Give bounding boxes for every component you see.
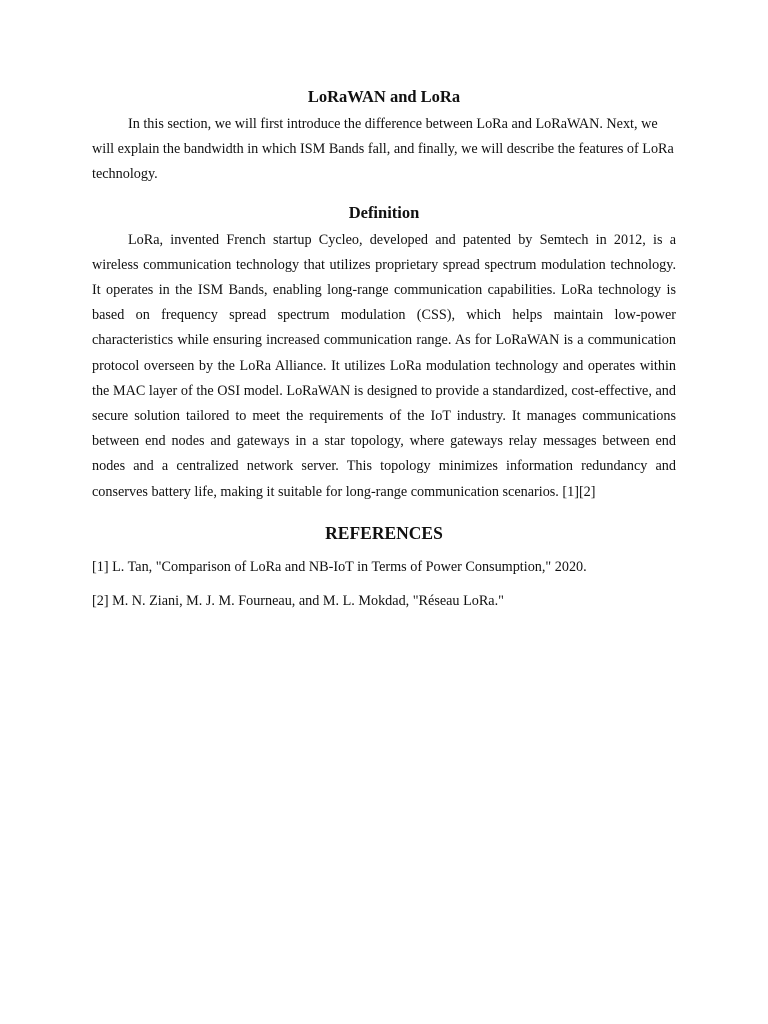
definition-paragraph: LoRa, invented French startup Cycleo, developed and patented by Semtech in 2012, is a wireless communication technology that utilizes proprietary spread spectrum modulation technology. It operates in the ISM Bands, enabling long-range communication capabilities. LoRa technology is based on frequency spread spectrum modulation (CSS), which helps maintain low-power characteristics while ensuring increased communication range. As for LoRaWAN is a communication protocol overseen by the LoRa Alliance. It utilizes LoRa modulation technology and operates within the MAC layer of the OSI model. LoRaWAN is designed to provide a standardized, cost-effective, and secure solution tailored to meet the requirements of the IoT industry. It manages communications between end nodes and gateways in a star topology, where gateways relay messages between end nodes and a centralized network server. This topology minimizes information redundancy and conserves battery life, making it suitable for long-range communication scenarios. [1][2] bbox=[92, 231, 676, 500]
references-heading: REFERENCES bbox=[325, 522, 443, 543]
document-title: LoRaWAN and LoRa bbox=[307, 87, 461, 106]
intro-paragraph: In this section, we will first introduce the difference between LoRa and LoRaWAN. Next, we will explain the bandwidth in which ISM Bands fall, and finally, we will describe the features of LoRa technology. bbox=[92, 116, 674, 183]
definition-heading: Definition bbox=[348, 202, 420, 222]
references-list bbox=[92, 557, 676, 611]
reference-item-1: [1] L. Tan, "Comparison of LoRa and NB-IoT in Terms of Power Consumption," 2020. bbox=[92, 558, 587, 575]
reference-item-2: [2] M. N. Ziani, M. J. M. Fourneau, and M. L. Mokdad, "Réseau LoRa." bbox=[92, 592, 504, 609]
